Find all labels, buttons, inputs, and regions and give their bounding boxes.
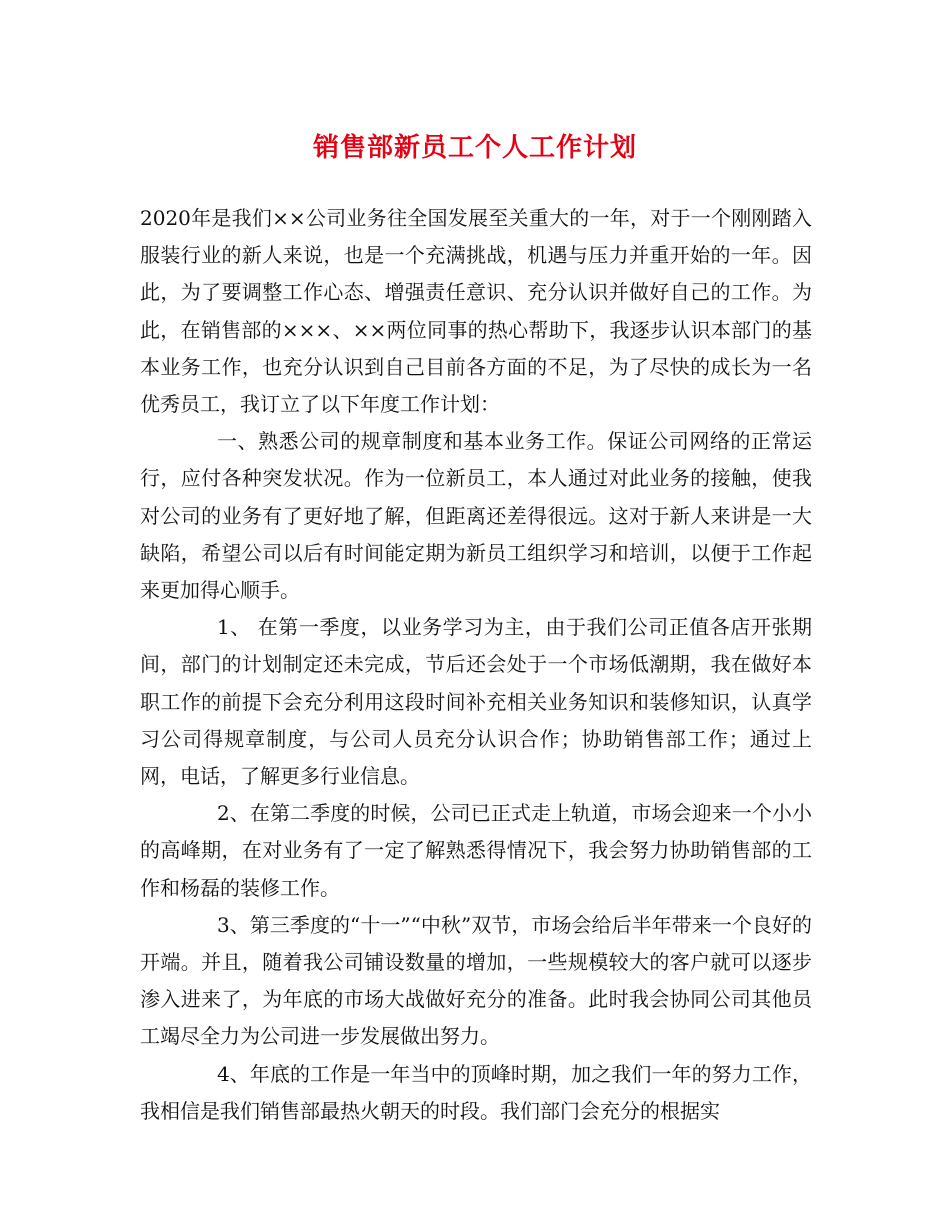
intro-paragraph: 2020年是我们××公司业务往全国发展至关重大的一年，对于一个刚刚踏入服装行业的新人来说，也是一个充满挑战，机遇与压力并重开始的一年。因此，为了要调整工作心态、增强责任意识、充分认识并做好自己的工作。为此，在销售部的×××、××两位同事的热心帮助下，我逐步认识本部门的基本业务工作，也充分认识到自己目前各方面的不足，为了尽快的成长为一名优秀员工，我订立了以下年度工作计划： — [140, 206, 812, 417]
section-1-paragraph: 一、熟悉公司的规章制度和基本业务工作。保证公司网络的正常运行，应付各种突发状况。作为一位新员工，本人通过对此业务的接触，使我对公司的业务有了更好地了解，但距离还差得很远。这对于新人来讲是一大缺陷，希望公司以后有时间能定期为新员工组织学习和培训，以便于工作起来更加得心顺手。 — [140, 429, 812, 603]
page-title: 销售部新员工个人工作计划 — [312, 133, 637, 163]
q3-plan-paragraph: 3、第三季度的“十一”“中秋”双节，市场会给后半年带来一个良好的开端。并且，随着我公司铺设数量的增加，一些规模较大的客户就可以逐步渗入进来了，为年底的市场大战做好充分的准备。此时我会协同公司其他员工竭尽全力为公司进一步发展做出努力。 — [140, 912, 812, 1049]
q1-plan-paragraph: 1、 在第一季度，以业务学习为主，由于我们公司正值各店开张期间，部门的计划制定还未完成，节后还会处于一个市场低潮期，我在做好本职工作的前提下会充分利用这段时间补充相关业务知识和装修知识，认真学习公司得规章制度，与公司人员充分认识合作；协助销售部工作；通过上网，电话，了解更多行业信息。 — [140, 615, 812, 789]
q4-plan-paragraph: 4、年底的工作是一年当中的顶峰时期，加之我们一年的努力工作，我相信是我们销售部最热火朝天的时段。我们部门会充分的根据实 — [140, 1061, 812, 1123]
q2-plan-paragraph: 2、在第二季度的时候，公司已正式走上轨道，市场会迎来一个小小的高峰期，在对业务有了一定了解熟悉得情况下，我会努力协助销售部的工作和杨磊的装修工作。 — [140, 801, 812, 900]
document-body — [140, 200, 812, 1130]
